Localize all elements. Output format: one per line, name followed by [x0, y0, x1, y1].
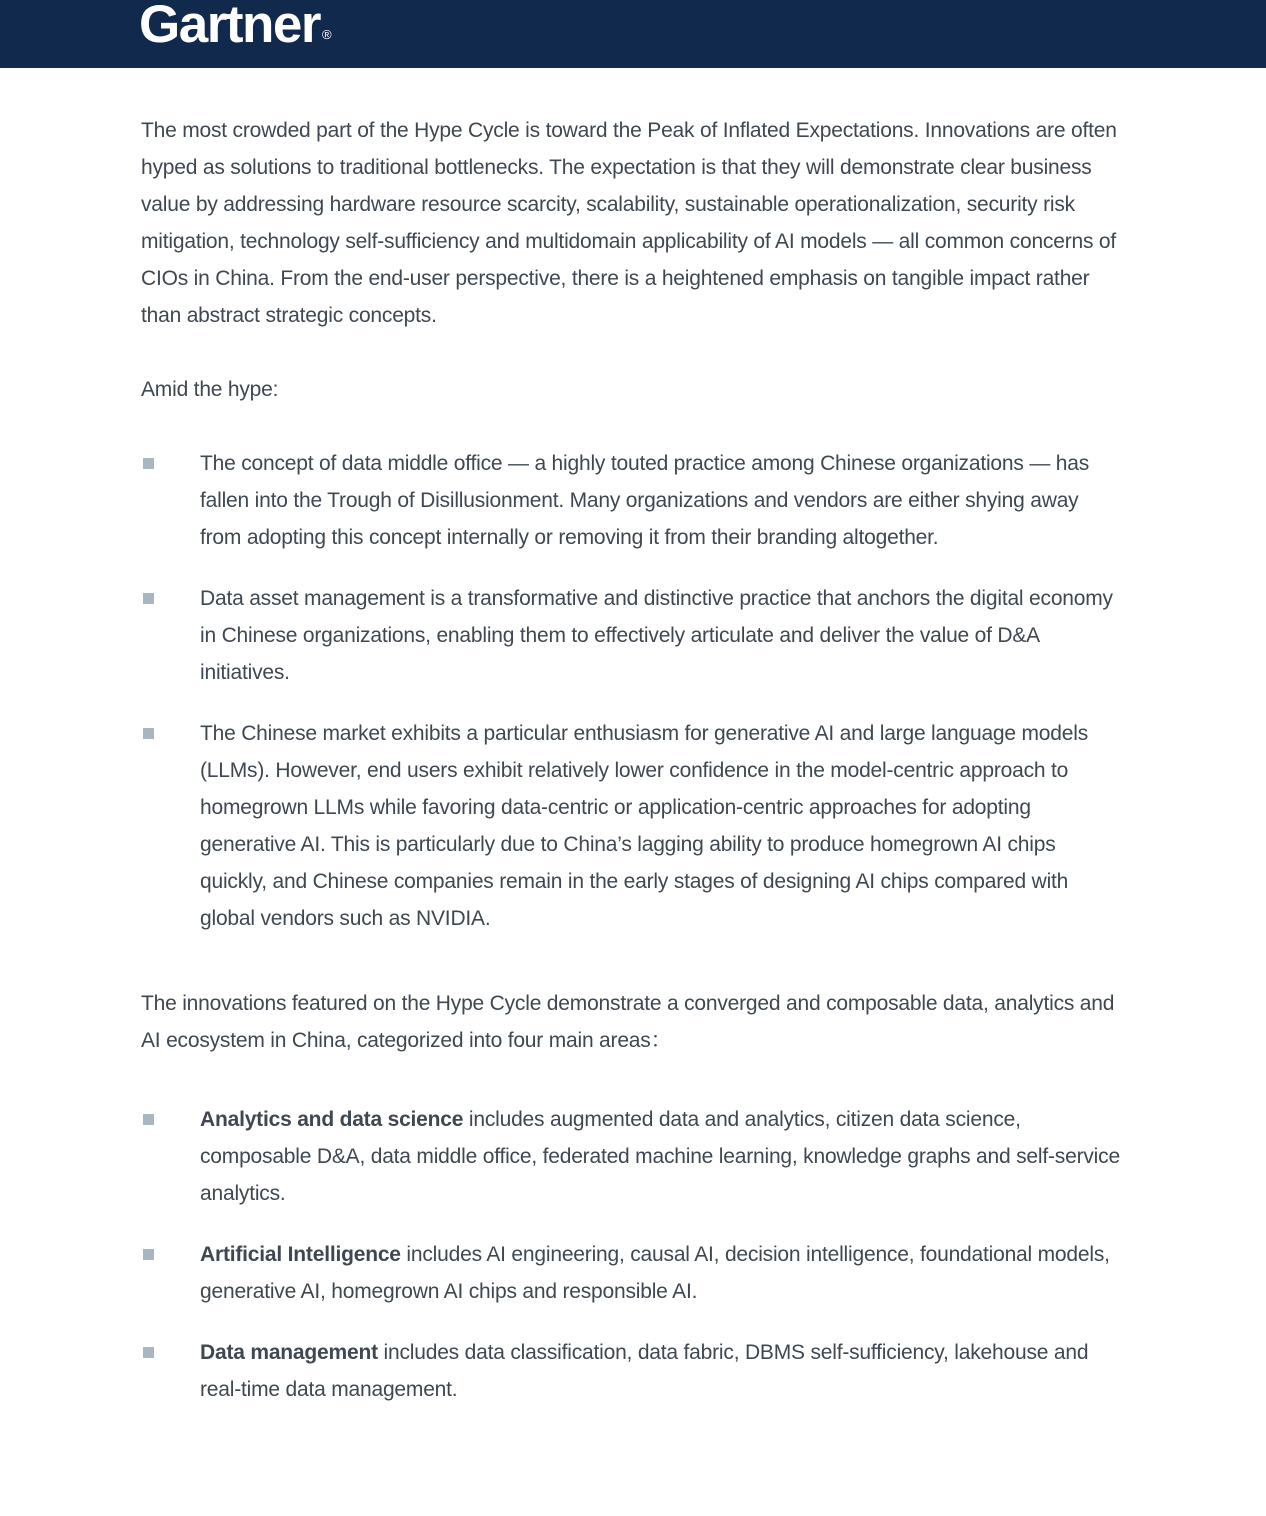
gartner-logo — [139, 0, 332, 68]
list-item — [141, 580, 1127, 691]
gartner-logo-text: Gartner — [139, 0, 320, 54]
list-item-text: The concept of data middle office — a highly touted practice among Chinese organizations — has fallen into the Trough of Disillusionment. Many organizations and vendors are either shying away from adopting this concept internally or removing it from their branding altogether. — [200, 452, 1090, 549]
hype-bullet-list — [141, 445, 1127, 937]
list-item — [141, 1236, 1127, 1310]
bullet-square-icon — [143, 1114, 154, 1125]
list-item-text — [200, 1101, 1120, 1212]
bullet-square-icon — [143, 1249, 154, 1260]
registered-trademark-symbol: ® — [321, 27, 332, 42]
list-item-text: The Chinese market exhibits a particular enthusiasm for generative AI and large language models (LLMs). However, end users exhibit relatively lower confidence in the model-centric approach to homegrown LLMs while favoring data-centric or application-centric approaches for adopting generative AI. This is particularly due to China’s lagging ability to produce homegrown AI chips quickly, and Chinese companies remain in the early stages of designing AI chips compared with global vendors such as NVIDIA. — [200, 722, 1089, 930]
category-description: includes augmented data and analytics, citizen data science, composable D&A, data middle office, federated machine learning, knowledge graphs and self-service analytics. — [200, 1108, 1120, 1205]
hype-heading: Amid the hype: — [141, 378, 279, 401]
intro-paragraph: The most crowded part of the Hype Cycle is toward the Peak of Inflated Expectations. Innovations are often hyped as solutions to traditional bottlenecks. The expectation is that they will demonstrate clear business value by addressing hardware resource scarcity, scalability, sustainable operationalization, security risk mitigation, technology self-sufficiency and multidomain applicability of AI models — all common concerns of CIOs in China. From the end-user perspective, there is a heightened emphasis on tangible impact rather than abstract strategic concepts. — [141, 119, 1117, 327]
category-description: includes data classification, data fabric, DBMS self-sufficiency, lakehouse and real-time data management. — [200, 1341, 1089, 1401]
list-item-text — [200, 1334, 1120, 1408]
bullet-square-icon — [143, 458, 154, 469]
list-item-text — [200, 1236, 1120, 1310]
category-bullet-list — [141, 1101, 1127, 1408]
category-label: Data management — [200, 1341, 378, 1364]
bullet-square-icon — [143, 1347, 154, 1358]
header-bar — [0, 0, 1266, 68]
category-label: Artificial Intelligence — [200, 1243, 401, 1266]
list-item — [141, 445, 1127, 556]
categories-paragraph: The innovations featured on the Hype Cycle demonstrate a converged and composable data, analytics and AI ecosystem in China, categorized into four main areas： — [141, 992, 1115, 1052]
list-item — [141, 1101, 1127, 1212]
list-item — [141, 715, 1127, 937]
category-description: includes AI engineering, causal AI, decision intelligence, foundational models, generative AI, homegrown AI chips and responsible AI. — [200, 1243, 1110, 1303]
category-label: Analytics and data science — [200, 1108, 464, 1131]
bullet-square-icon — [143, 728, 154, 739]
bullet-square-icon — [143, 593, 154, 604]
list-item — [141, 1334, 1127, 1408]
list-item-text: Data asset management is a transformative and distinctive practice that anchors the digital economy in Chinese organizations, enabling them to effectively articulate and deliver the value of D&A initiatives. — [200, 587, 1113, 684]
document-body — [0, 68, 1266, 1408]
